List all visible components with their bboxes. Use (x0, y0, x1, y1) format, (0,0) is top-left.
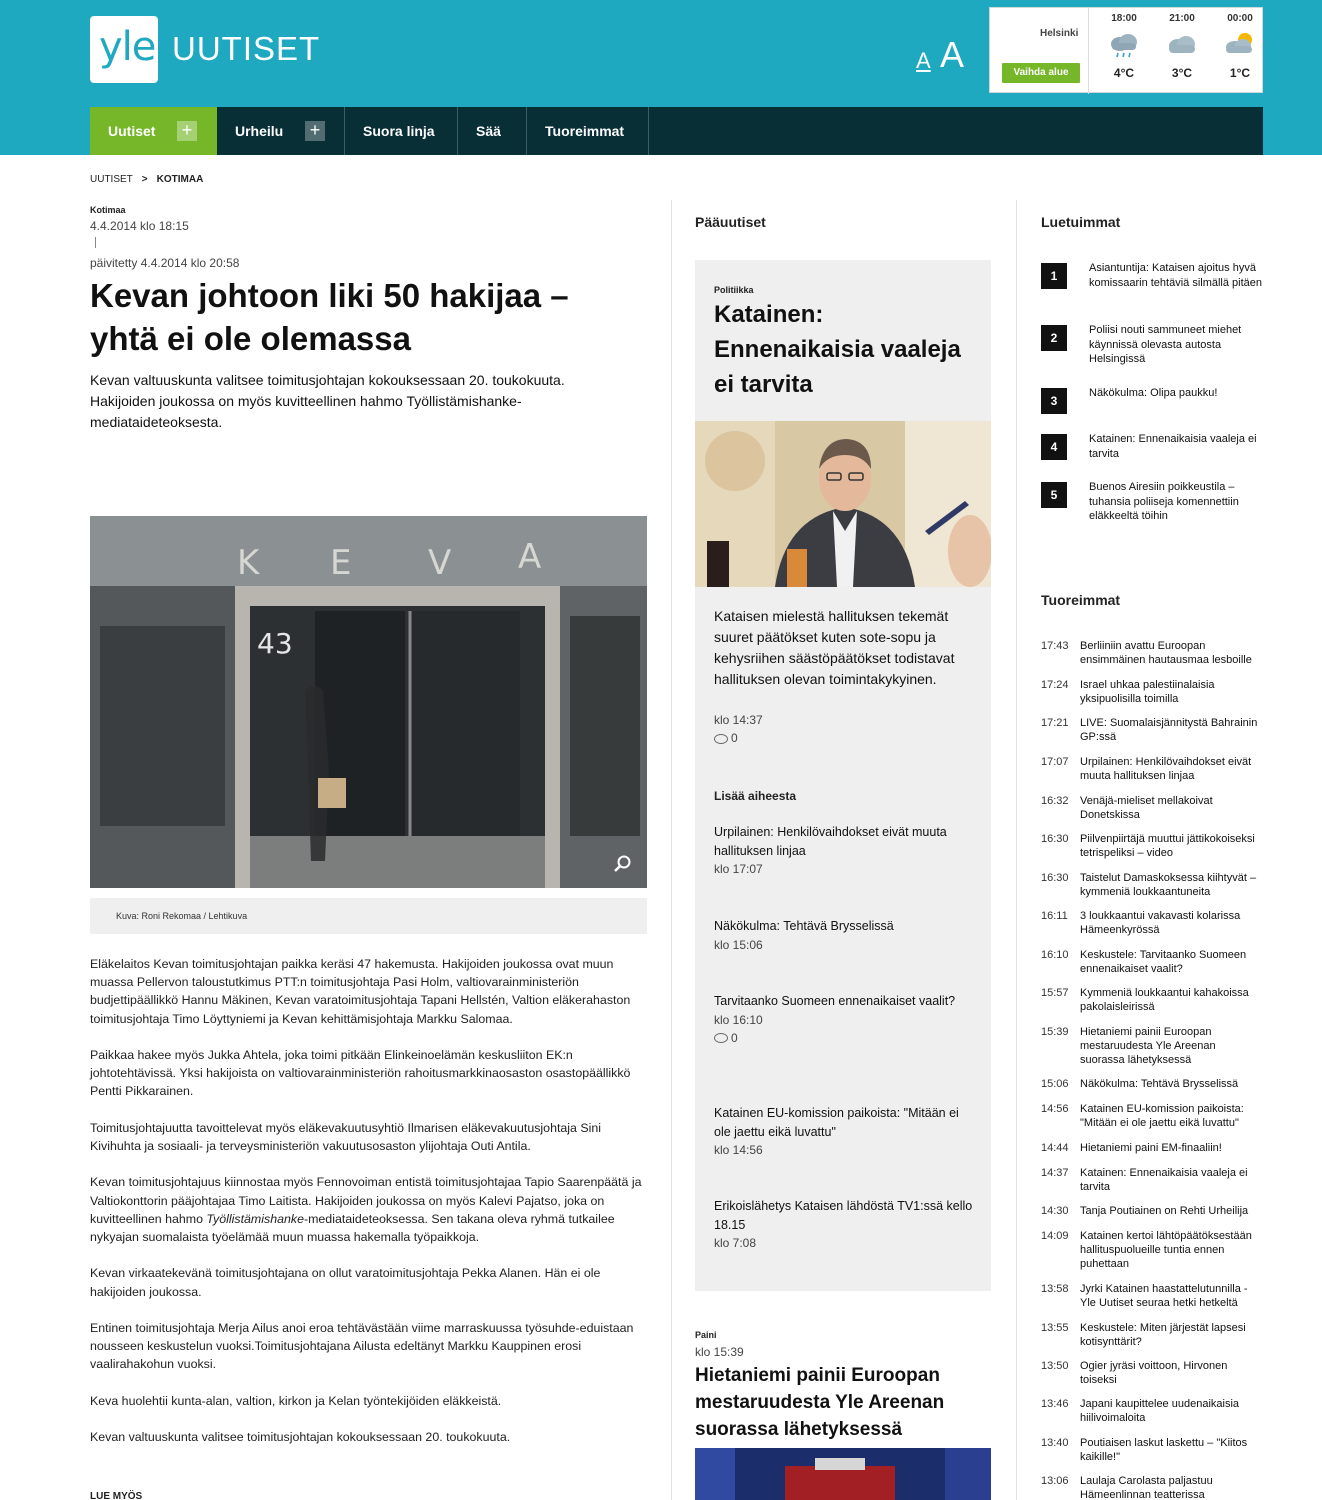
comment-count-value: 0 (731, 731, 738, 745)
body-paragraph: Kevan virkaatekevänä toimitusjohtajana on ollut varatoimitusjohtaja Pekka Alanen. Hän ei ole hakijoiden joukossa. (90, 1266, 601, 1299)
latest-time: 13:55 (1041, 1322, 1069, 1334)
most-read-title[interactable]: Asiantuntija: Kataisen ajoitus hyvä komissaarin tehtäviä silmällä pitäen (1089, 262, 1263, 289)
latest-time: 16:30 (1041, 872, 1069, 884)
related-item[interactable] (714, 823, 976, 878)
forecast-temp: 3°C (1171, 66, 1193, 80)
latest-time: 13:46 (1041, 1398, 1069, 1410)
weather-widget (989, 7, 1263, 93)
latest-time: 14:09 (1041, 1230, 1069, 1242)
rank-badge: 2 (1041, 325, 1067, 351)
latest-title[interactable]: Keskustele: Miten järjestät lapsesi kotisynttärit? (1080, 1322, 1246, 1348)
latest-time: 16:30 (1041, 833, 1069, 845)
site-title[interactable]: UUTISET (172, 30, 321, 67)
italic-work-title: Työllistämishanke (206, 1211, 304, 1226)
latest-time: 13:06 (1041, 1475, 1069, 1487)
latest-title[interactable]: Israel uhkaa palestiinalaisia yksipuolisilla toimilla (1080, 679, 1215, 705)
sign-letter-k: K (237, 543, 260, 583)
forecast-temp: 1°C (1229, 66, 1251, 80)
latest-time: 15:57 (1041, 987, 1069, 999)
latest-title[interactable]: Jyrki Katainen haastattelutunnilla - Yle Uutiset seuraa hetki hetkeltä (1080, 1283, 1248, 1309)
article-body (90, 955, 647, 1465)
logo-text: yle (99, 24, 156, 70)
nav-item-urheilu[interactable] (217, 107, 345, 155)
secondary-story-time: klo 15:39 (695, 1345, 744, 1359)
most-read-item[interactable] (1041, 480, 1263, 520)
most-read-item[interactable] (1041, 261, 1263, 301)
latest-time: 16:32 (1041, 795, 1069, 807)
latest-time: 15:06 (1041, 1078, 1069, 1090)
top-story-summary: Kataisen mielestä hallituksen tekemät suuret päätökset kuten sote-sopu ja kehysriihen säästöpäätökset todistavat hallituksen olevan toimintakykyinen. (714, 608, 955, 687)
body-paragraph: Keva huolehtii kunta-alan, valtion, kirkon ja Kelan työntekijöiden eläkkeistä. (90, 1393, 502, 1408)
forecast-time: 18:00 (1111, 13, 1137, 24)
main-news-heading: Pääuutiset (695, 214, 766, 230)
forecast-time: 21:00 (1169, 13, 1195, 24)
rank-badge: 3 (1041, 388, 1067, 414)
latest-time: 15:39 (1041, 1026, 1069, 1038)
related-heading: Lisää aiheesta (714, 789, 797, 803)
latest-title[interactable]: Katainen EU-komission paikoista: "Mitään ei ole jaettu eikä luvattu" (1080, 1103, 1244, 1129)
article-headline: Kevan johtoon liki 50 hakijaa – yhtä ei ole olemassa (90, 277, 569, 357)
latest-time: 17:07 (1041, 756, 1069, 768)
most-read-title[interactable]: Buenos Airesiin poikkeustila – tuhansia poliiseja komennettiin eläkkeeltä töihin (1089, 481, 1239, 522)
nav-item-label: Urheilu (235, 123, 284, 139)
related-item[interactable] (714, 917, 976, 954)
top-story-time: klo 14:37 (714, 713, 763, 727)
latest-time: 13:50 (1041, 1360, 1069, 1372)
secondary-story-category[interactable]: Paini (695, 1330, 717, 1340)
related-item[interactable] (714, 992, 976, 1047)
yle-logo[interactable] (90, 16, 158, 83)
chevron-right-icon: > (141, 174, 148, 185)
latest-title[interactable]: 3 loukkaantui vakavasti kolarissa Hämeenkyrössä (1080, 910, 1241, 936)
latest-time: 14:44 (1041, 1142, 1069, 1154)
forecast-time: 00:00 (1227, 13, 1253, 24)
cloud-rain-icon (1106, 30, 1142, 60)
most-read-item[interactable] (1041, 386, 1263, 426)
latest-title[interactable]: Kymmeniä loukkaantui kahakoissa pakolaisleirissä (1080, 987, 1249, 1013)
rank-badge: 5 (1041, 482, 1067, 508)
latest-time: 14:37 (1041, 1167, 1069, 1179)
date-separator (95, 237, 96, 248)
latest-time: 13:58 (1041, 1283, 1069, 1295)
body-paragraph: Kevan toimitusjohtajuus kiinnostaa myös Fennovoiman entistä toimitusjohtajaa Tapio Saarenpäätä ja Valtiokonttorin pääjohtajaa Timo Laitista. Hakijoiden joukossa on myös Kalevi Pajatso, joka on kuvitteellinen hahmo Työllistämishanke-mediataideteoksessa. Sen takana oleva ryhmä tutkailee nykyajan suomalaista työelämää muun muassa hakemalla työpaikkoja. (90, 1175, 642, 1244)
katainen-photo (695, 421, 991, 587)
article-image[interactable] (90, 516, 647, 888)
comment-count-value: 0 (731, 1030, 738, 1045)
cloud-icon (1164, 30, 1200, 60)
top-story-title[interactable]: Katainen: Ennenaikaisia vaaleja ei tarvita (714, 301, 961, 398)
font-larger-button[interactable]: A (940, 34, 965, 75)
main-nav (90, 107, 1263, 155)
rank-badge: 4 (1041, 434, 1067, 460)
sun-cloud-icon (1222, 30, 1258, 60)
related-title[interactable]: Urpilainen: Henkilövaihdokset eivät muuta hallituksen linjaa (714, 825, 947, 858)
body-paragraph: Toimitusjohtajuutta tavoittelevat myös eläkevakuutusyhtiö Ilmarisen eläkevakuutusjohtaja Sini Kivihuhta ja sosiaali- ja terveysministeriön vakuutusosaston ylijohtaja Outi Antila. (90, 1120, 602, 1153)
column-divider (1016, 200, 1017, 1500)
weather-city: Helsinki (1040, 28, 1079, 39)
article-category[interactable]: Kotimaa (90, 205, 126, 215)
related-time: klo 15:06 (714, 937, 763, 952)
latest-title[interactable]: Japani kaupittelee uudenaikaisia hiilivoimaloita (1080, 1398, 1240, 1424)
comment-icon (714, 1033, 728, 1043)
nav-item-label: Sää (476, 123, 501, 139)
breadcrumb (90, 174, 203, 185)
comment-count[interactable] (714, 1029, 976, 1047)
nav-item-label: Uutiset (108, 123, 156, 139)
column-divider (671, 200, 672, 1500)
related-title[interactable]: Erikoislähetys Kataisen lähdöstä TV1:ssä kello 18.15 (714, 1199, 973, 1232)
change-region-button[interactable]: Vaihda alue (1002, 63, 1080, 83)
wrestling-arena-photo (695, 1448, 991, 1500)
forecast-temp: 4°C (1113, 66, 1135, 80)
expand-plus-icon[interactable]: + (177, 121, 197, 141)
latest-title[interactable]: Piilvenpiirtäjä muuttui jättikokoiseksi tetrispeliksi – video (1080, 833, 1255, 859)
article-lead: Kevan valtuuskunta valitsee toimitusjohtajan kokouksessaan 20. toukokuuta. Hakijoiden joukossa on myös kuvitteellinen hahmo Työllistämishanke-mediataideteoksesta. (90, 372, 565, 430)
rank-badge: 1 (1041, 263, 1067, 289)
related-title[interactable]: Tarvitaanko Suomeen ennenaikaiset vaalit? (714, 994, 956, 1008)
read-also-heading: LUE MYÖS (90, 1491, 143, 1500)
latest-title[interactable]: LIVE: Suomalaisjännitystä Bahrainin GP:ssä (1080, 717, 1258, 743)
door-number: 43 (257, 627, 293, 660)
most-read-item[interactable] (1041, 323, 1263, 363)
sign-letter-e: E (330, 543, 352, 583)
related-time: klo 14:56 (714, 1143, 763, 1157)
most-read-title[interactable]: Katainen: Ennenaikaisia vaaleja ei tarvita (1089, 433, 1257, 460)
secondary-story-title[interactable]: Hietaniemi painii Euroopan mestaruudesta Yle Areenan suorassa lähetyksessä (695, 1365, 945, 1440)
latest-title[interactable]: Venäjä-mieliset mellakoivat Donetskissa (1080, 795, 1213, 821)
latest-title[interactable]: Poutiaisen laskut laskettu – "Kiitos kaikille!" (1080, 1437, 1248, 1463)
latest-title[interactable]: Katainen: Ennenaikaisia vaaleja ei tarvita (1080, 1167, 1248, 1193)
nav-item-label: Suora linja (363, 123, 435, 139)
latest-heading: Tuoreimmat (1041, 592, 1121, 608)
article-date: 4.4.2014 klo 18:15 (90, 219, 189, 233)
latest-time: 17:24 (1041, 679, 1069, 691)
latest-title[interactable]: Katainen kertoi lähtöpäätöksestään hallituspuolueille tuntia ennen puhettaan (1080, 1230, 1252, 1270)
site-header (0, 0, 1322, 155)
comment-count[interactable] (714, 731, 738, 745)
latest-time: 14:56 (1041, 1103, 1069, 1115)
related-item[interactable] (714, 1197, 976, 1252)
most-read-title[interactable]: Poliisi nouti sammuneet miehet käynnissä olevasta autosta Helsingissä (1089, 324, 1242, 365)
body-paragraph: Eläkelaitos Kevan toimitusjohtajan paikka keräsi 47 hakemusta. Hakijoiden joukossa ovat muun muassa Pellervon taloustutkimus PTT:n toimitusjohtaja Pasi Holm, valtiovarainministeriön budjettipäällikkö Hannu Mäkinen, Kevan varatoimitusjohtaja Tapani Hellstén, Valtion eläkerahaston toimitusjohtaja Timo Löyttyniemi ja Kevan kehittämisjohtaja Markku Salomaa. (90, 957, 631, 1026)
latest-time: 16:10 (1041, 949, 1069, 961)
body-paragraph: Kevan valtuuskunta valitsee toimitusjohtajan kokouksessaan 20. toukokuuta. (90, 1430, 511, 1445)
breadcrumb-root[interactable]: UUTISET (90, 174, 133, 185)
nav-item-uutiset[interactable] (90, 107, 217, 155)
nav-item-saa[interactable] (458, 107, 527, 155)
top-story-image[interactable] (695, 421, 991, 587)
most-read-title[interactable]: Näkökulma: Olipa paukku! (1089, 387, 1218, 399)
related-title[interactable]: Katainen EU-komission paikoista: "Mitään ei ole jaettu eikä luvattu" (714, 1106, 959, 1139)
latest-title[interactable]: Laulaja Carolasta paljastuu Hämeenlinnan teatterissa (1080, 1475, 1213, 1500)
latest-time: 14:30 (1041, 1205, 1069, 1217)
body-paragraph: Paikkaa hakee myös Jukka Ahtela, joka toimi pitkään Elinkeinoelämän keskusliiton EK:n johtotehtävissä. Yksi hakijoista on valtiovarainministeriön rahoitusmarkkinaosaston osastopäällikkö Pentti Pikkarainen. (90, 1048, 631, 1099)
most-read-item[interactable] (1041, 432, 1263, 472)
magnify-icon[interactable] (613, 854, 633, 874)
expand-plus-icon[interactable]: + (305, 121, 325, 141)
latest-title[interactable]: Berliiniin avattu Euroopan ensimmäinen hautausmaa lesboille (1080, 640, 1252, 666)
image-caption: Kuva: Roni Rekomaa / Lehtikuva (90, 898, 647, 934)
latest-time: 17:43 (1041, 640, 1069, 652)
nav-item-label: Tuoreimmat (545, 123, 625, 139)
latest-title[interactable]: Urpilainen: Henkilövaihdokset eivät muuta hallituksen linjaa (1080, 756, 1252, 782)
latest-time: 16:11 (1041, 910, 1068, 922)
latest-title[interactable]: Hietaniemi paini EM-finaaliin! (1080, 1142, 1222, 1154)
sign-letter-a: A (518, 537, 542, 577)
keva-building-photo (90, 516, 647, 888)
breadcrumb-current[interactable]: KOTIMAA (156, 174, 204, 185)
secondary-story-image[interactable] (695, 1448, 991, 1500)
latest-time: 17:21 (1041, 717, 1069, 729)
latest-title[interactable]: Näkökulma: Tehtävä Brysselissä (1080, 1078, 1239, 1090)
related-time: klo 17:07 (714, 862, 763, 876)
related-title[interactable]: Näkökulma: Tehtävä Brysselissä (714, 919, 894, 933)
latest-title[interactable]: Taistelut Damaskoksessa kiihtyvät – kymmeniä loukkaantuneita (1080, 872, 1257, 898)
font-smaller-button[interactable]: A (916, 48, 931, 73)
latest-time: 13:40 (1041, 1437, 1069, 1449)
latest-title[interactable]: Keskustele: Tarvitaanko Suomeen ennenaikaiset vaalit? (1080, 949, 1247, 975)
body-paragraph: Entinen toimitusjohtaja Merja Ailus anoi eroa tehtävästään viime marraskuussa työsuhde-eduistaan nousseen keskustelun vuoksi.Toimitusjohtajana Ailusta edeltänyt Markku Kauppinen erosi vaalirahakohun vuoksi. (90, 1320, 634, 1372)
top-story-category[interactable]: Politiikka (714, 285, 754, 295)
latest-title[interactable]: Hietaniemi painii Euroopan mestaruudesta Yle Areenan suorassa lähetyksessä (1080, 1026, 1216, 1066)
comment-icon (714, 734, 728, 744)
related-item[interactable] (714, 1104, 976, 1159)
latest-title[interactable]: Tanja Poutiainen on Rehti Urheilija (1080, 1205, 1249, 1217)
article-updated: päivitetty 4.4.2014 klo 20:58 (90, 256, 240, 270)
weather-divider (1088, 8, 1089, 94)
most-read-heading: Luetuimmat (1041, 214, 1121, 230)
sign-letter-v: V (428, 543, 452, 583)
latest-title[interactable]: Ogier jyräsi voittoon, Hirvonen toiseksi (1080, 1360, 1228, 1386)
nav-item-suora-linja[interactable] (345, 107, 458, 155)
top-story-card (695, 260, 991, 1291)
related-time: klo 16:10 (714, 1012, 763, 1027)
related-time: klo 7:08 (714, 1236, 757, 1250)
nav-item-tuoreimmat[interactable] (527, 107, 649, 155)
